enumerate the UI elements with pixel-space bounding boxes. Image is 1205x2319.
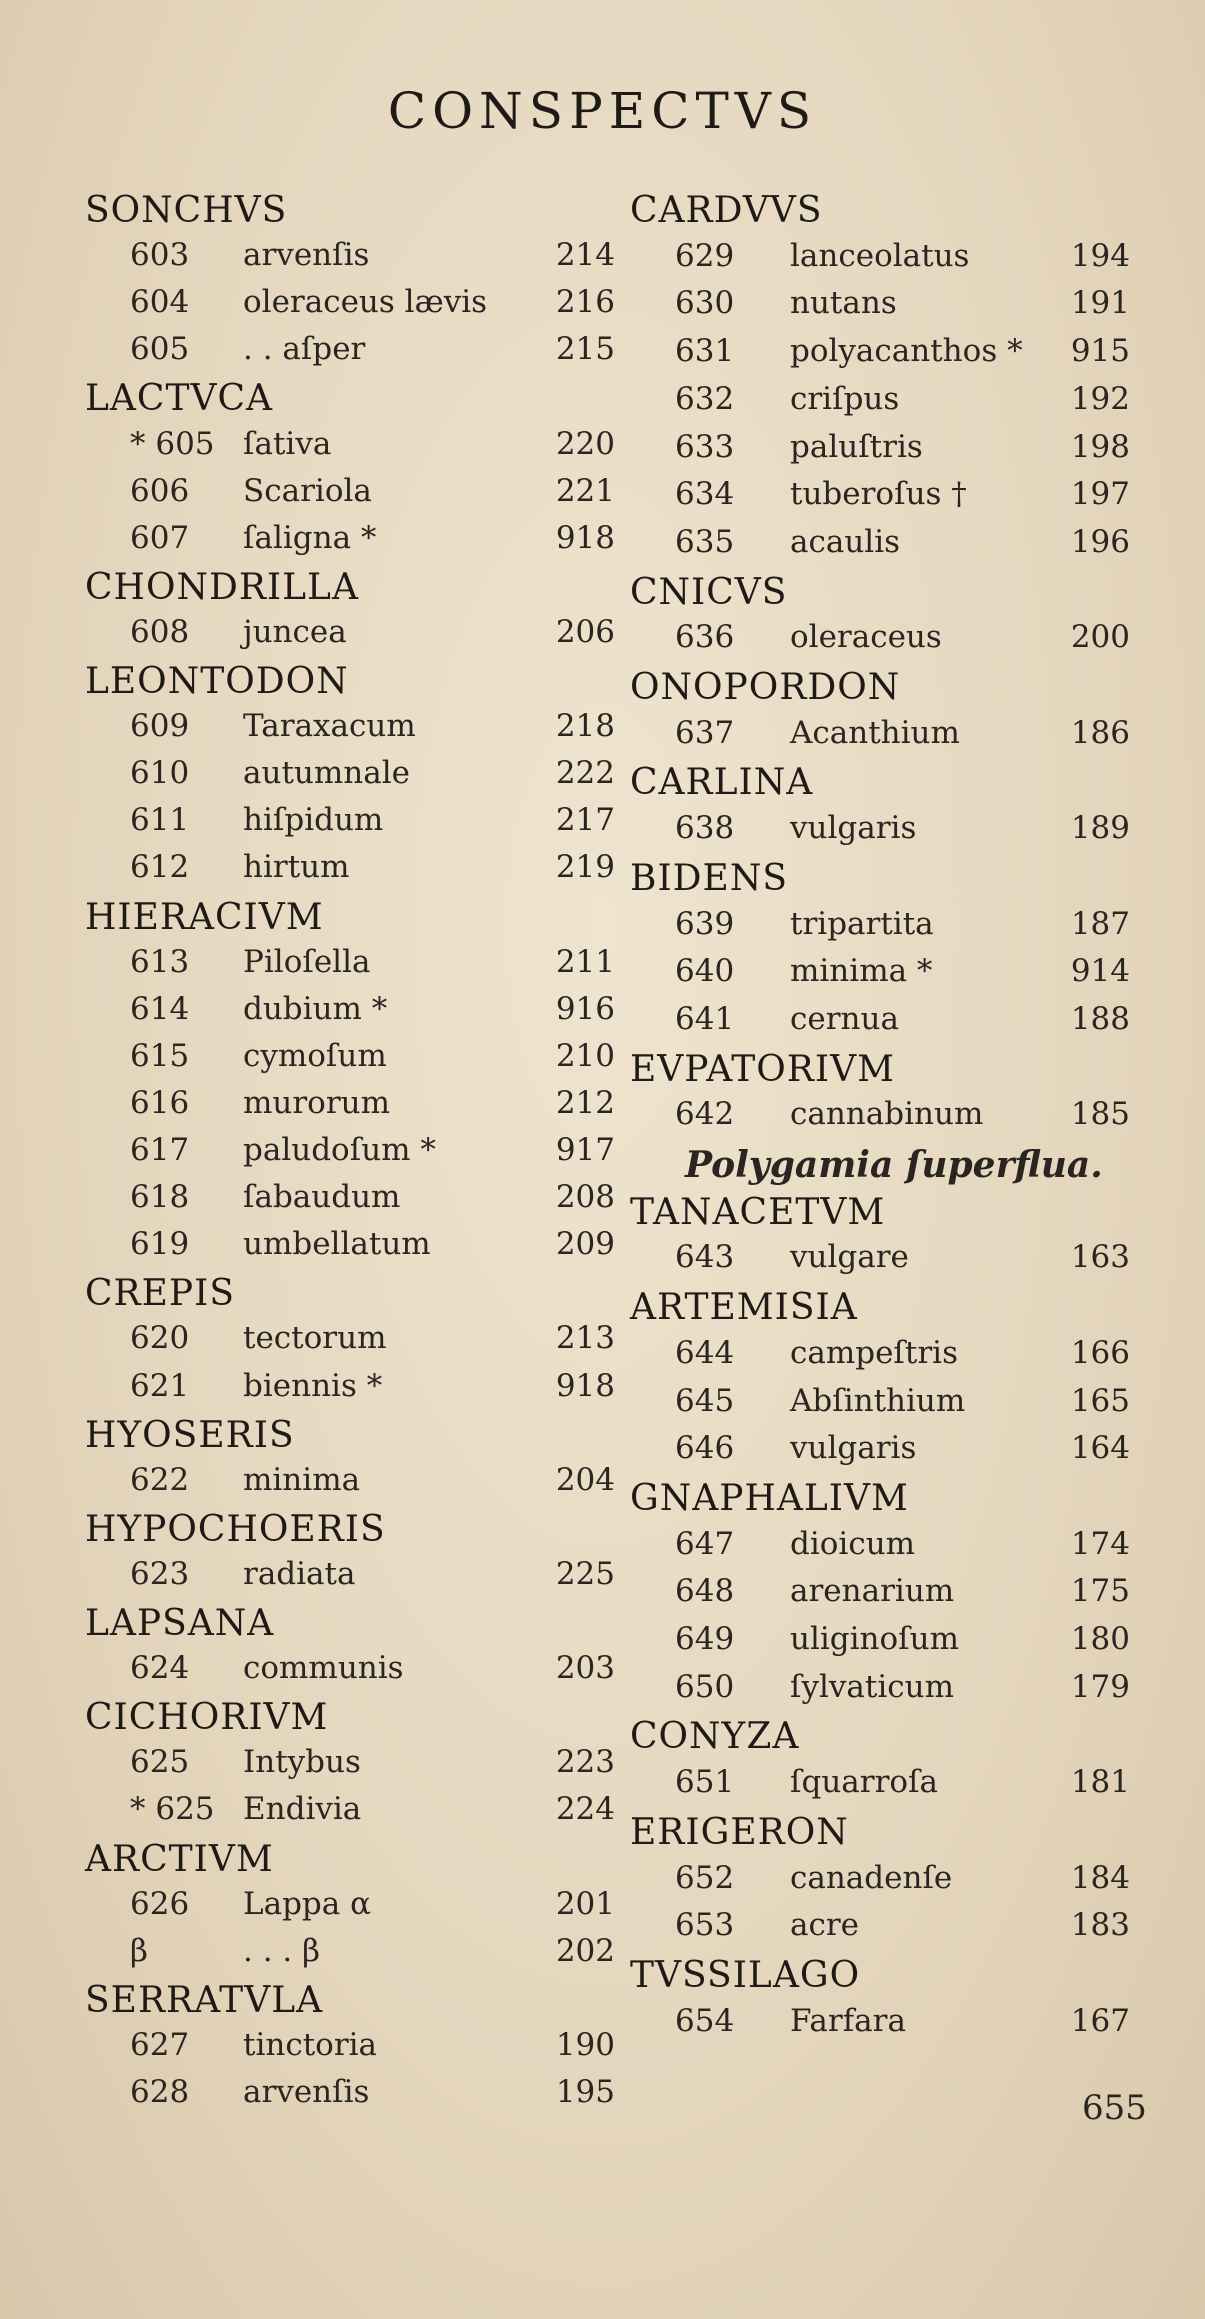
genus-heading (85, 897, 615, 943)
genus-name: HYOSERIS (85, 1414, 295, 1456)
species-row (630, 1096, 1130, 1142)
species-number: * 605 (130, 425, 215, 462)
species-number: 642 (675, 1096, 735, 1133)
species-number: 607 (130, 519, 190, 556)
page-number: 215 (555, 331, 615, 368)
species-number: 637 (675, 714, 735, 751)
species-name: cannabinum (790, 1096, 984, 1133)
species-row (85, 991, 615, 1037)
species-number: 628 (130, 2074, 190, 2110)
catchword: 655 (1082, 2088, 1147, 2128)
genus-heading (630, 1049, 1130, 1095)
species-name: tripartita (790, 905, 934, 942)
genus-name: EVPATORIVM (630, 1048, 895, 1090)
species-number: 645 (675, 1382, 735, 1419)
page-number: 184 (1070, 1859, 1130, 1896)
page-number: 188 (1070, 1000, 1130, 1037)
page-number: 917 (555, 1132, 615, 1168)
page-number: 218 (555, 708, 615, 745)
species-name: . . . β (243, 1932, 321, 1969)
species-number: 605 (130, 331, 190, 368)
species-name: tectorum (243, 1320, 387, 1357)
species-row (85, 849, 615, 895)
species-row (630, 1383, 1130, 1429)
species-name: dubium * (243, 990, 388, 1027)
genus-name: ARTEMISIA (630, 1287, 858, 1329)
species-name: murorum (243, 1084, 391, 1121)
species-row (85, 944, 615, 990)
genus-name: ERIGERON (630, 1811, 849, 1853)
genus-name: BIDENS (630, 857, 788, 899)
genus-name: TVSSILAGO (630, 1954, 861, 1996)
page-number: 192 (1070, 380, 1130, 417)
species-number: 620 (130, 1320, 190, 1357)
page-number: 164 (1070, 1430, 1130, 1467)
genus-name: CARDVVS (630, 190, 823, 231)
species-name: ſquarroſa (790, 1764, 939, 1801)
genus-heading (85, 1603, 615, 1649)
genus-heading (85, 378, 615, 424)
page-number: 204 (555, 1461, 615, 1498)
genus-name: CHONDRILLA (85, 566, 359, 608)
species-name: arvenſis (243, 237, 370, 274)
species-name: juncea (243, 613, 347, 650)
genus-name: LEONTODON (85, 661, 349, 702)
species-number: * 625 (130, 1791, 215, 1828)
species-row (630, 524, 1130, 570)
genus-heading (630, 1192, 1130, 1238)
species-name: hirtum (243, 849, 350, 886)
genus-heading (630, 1955, 1130, 2001)
species-row (85, 708, 615, 754)
page-number: 187 (1070, 905, 1130, 942)
species-row (85, 237, 615, 283)
genus-heading (630, 1812, 1130, 1858)
species-number: 629 (675, 237, 735, 274)
species-row (85, 2074, 615, 2120)
page-number: 185 (1070, 1096, 1130, 1133)
species-number: 623 (130, 1555, 190, 1592)
genus-name: LAPSANA (85, 1603, 275, 1644)
species-number: β (130, 1932, 148, 1969)
genus-name: CONYZA (630, 1716, 800, 1758)
page-number: 195 (555, 2074, 615, 2110)
species-row (630, 810, 1130, 856)
species-number: 648 (675, 1573, 735, 1610)
page-number: 196 (1070, 523, 1130, 560)
species-name: uliginoſum (790, 1621, 960, 1657)
section-name: Polygamia ſuperflua. (685, 1144, 1103, 1186)
species-name: Taraxacum (243, 708, 416, 745)
species-number: 636 (675, 619, 735, 656)
species-name: radiata (243, 1555, 356, 1592)
species-number: 638 (675, 810, 735, 847)
page-number: 190 (555, 2026, 615, 2063)
page-number: 225 (555, 1555, 615, 1592)
species-row (630, 1573, 1130, 1619)
species-row (85, 426, 615, 472)
page-number: 214 (555, 237, 615, 274)
genus-heading (85, 661, 615, 707)
species-name: Endivia (243, 1791, 362, 1828)
page-number: 914 (1070, 953, 1130, 990)
genus-heading (630, 190, 1130, 236)
species-name: tinctoria (243, 2026, 378, 2063)
species-row (630, 1860, 1130, 1906)
page-number: 186 (1070, 714, 1130, 751)
species-number: 606 (130, 472, 190, 509)
genus-name: CICHORIVM (85, 1697, 329, 1739)
species-name: campeſtris (790, 1334, 959, 1371)
page-number: 181 (1070, 1764, 1130, 1801)
page-number: 221 (555, 472, 615, 509)
species-name: arvenſis (243, 2074, 370, 2110)
species-number: 611 (130, 802, 190, 839)
species-number: 651 (675, 1764, 735, 1801)
species-name: vulgaris (790, 810, 917, 847)
page-number: 206 (555, 613, 615, 650)
species-row (630, 2003, 1130, 2049)
species-name: lanceolatus (790, 237, 970, 274)
species-name: oleraceus lævis (243, 284, 488, 321)
page-number: 191 (1070, 285, 1130, 322)
species-row (85, 284, 615, 330)
page-number: 167 (1070, 2002, 1130, 2039)
page-number: 165 (1070, 1382, 1130, 1419)
page-number: 210 (555, 1037, 615, 1074)
species-number: 639 (675, 905, 735, 942)
page-number: 163 (1070, 1239, 1130, 1276)
species-name: umbellatum (243, 1226, 431, 1263)
page-number: 166 (1070, 1334, 1130, 1371)
species-number: 603 (130, 237, 190, 274)
species-number: 618 (130, 1179, 190, 1216)
species-number: 646 (675, 1430, 735, 1467)
species-number: 613 (130, 943, 190, 980)
species-name: Acanthium (790, 714, 960, 751)
species-name: Scariola (243, 472, 372, 509)
species-name: tuberoſus † (790, 476, 967, 513)
species-row (85, 1462, 615, 1508)
page-number: 213 (555, 1320, 615, 1357)
species-row (85, 1226, 615, 1272)
species-name: polyacanthos * (790, 333, 1023, 370)
species-row (630, 476, 1130, 522)
species-row (630, 333, 1130, 379)
species-number: 650 (675, 1668, 735, 1705)
genus-name: ARCTIVM (85, 1838, 274, 1880)
species-name: minima * (790, 953, 933, 990)
species-name: acaulis (790, 523, 901, 560)
species-row (630, 619, 1130, 665)
species-number: 612 (130, 849, 190, 886)
species-row (85, 1650, 615, 1696)
species-row (630, 1907, 1130, 1953)
genus-name: ONOPORDON (630, 667, 901, 708)
species-name: Abſinthium (790, 1382, 966, 1419)
page-number: 179 (1070, 1668, 1130, 1705)
genus-heading (630, 858, 1130, 904)
genus-heading (85, 1415, 615, 1461)
species-row (85, 2027, 615, 2073)
species-name: autumnale (243, 755, 410, 792)
page-number: 216 (555, 284, 615, 321)
genus-heading (630, 1287, 1130, 1333)
species-row (630, 1430, 1130, 1476)
genus-heading (85, 1697, 615, 1743)
species-number: 609 (130, 708, 190, 745)
page-number: 222 (555, 755, 615, 792)
genus-heading (85, 1839, 615, 1885)
genus-heading (630, 762, 1130, 808)
genus-heading (85, 567, 615, 613)
species-number: 630 (675, 285, 735, 322)
species-number: 608 (130, 613, 190, 650)
page-number: 220 (555, 425, 615, 462)
species-row (85, 614, 615, 660)
species-row (85, 331, 615, 377)
species-name: Farfara (790, 2002, 906, 2039)
page-number: 203 (555, 1650, 615, 1687)
species-name: biennis * (243, 1367, 383, 1404)
species-row (630, 1526, 1130, 1572)
genus-name: GNAPHALIVM (630, 1477, 909, 1519)
species-name: communis (243, 1650, 404, 1687)
species-number: 617 (130, 1132, 190, 1168)
species-name: canadenſe (790, 1859, 953, 1896)
species-row (85, 755, 615, 801)
page-number: 915 (1070, 333, 1130, 370)
species-name: Lappa α (243, 1885, 372, 1922)
page-number: 174 (1070, 1525, 1130, 1562)
species-number: 624 (130, 1650, 190, 1687)
genus-heading (85, 190, 615, 236)
species-name: paludoſum * (243, 1132, 436, 1168)
species-name: ſativa (243, 425, 332, 462)
species-row (630, 285, 1130, 331)
page-number: 198 (1070, 428, 1130, 465)
species-name: dioicum (790, 1525, 916, 1562)
species-name: oleraceus (790, 619, 942, 656)
page-number: 217 (555, 802, 615, 839)
page-number: 916 (555, 990, 615, 1027)
species-number: 604 (130, 284, 190, 321)
page-number: 219 (555, 849, 615, 886)
genus-heading (85, 1509, 615, 1555)
species-number: 644 (675, 1334, 735, 1371)
page-number: 200 (1070, 619, 1130, 656)
section-heading (630, 1144, 1130, 1190)
species-number: 627 (130, 2026, 190, 2063)
species-row (85, 1886, 615, 1932)
genus-heading (630, 667, 1130, 713)
page-number: 918 (555, 1367, 615, 1404)
species-name: acre (790, 1907, 860, 1944)
page-number: 202 (555, 1932, 615, 1969)
species-number: 631 (675, 333, 735, 370)
species-number: 626 (130, 1885, 190, 1922)
species-number: 614 (130, 990, 190, 1027)
species-row (630, 715, 1130, 761)
species-number: 632 (675, 380, 735, 417)
species-number: 649 (675, 1621, 735, 1657)
species-name: vulgaris (790, 1430, 917, 1467)
species-name: . . aſper (243, 331, 366, 368)
species-row (85, 1085, 615, 1131)
species-row (630, 238, 1130, 284)
species-row (630, 953, 1130, 999)
page-number: 189 (1070, 810, 1130, 847)
page-number: 224 (555, 1791, 615, 1828)
species-name: ſabaudum (243, 1179, 401, 1216)
species-row (630, 1621, 1130, 1667)
genus-name: TANACETVM (630, 1191, 886, 1233)
species-row (630, 1239, 1130, 1285)
species-row (85, 1791, 615, 1837)
genus-heading (630, 572, 1130, 618)
species-name: ſaligna * (243, 519, 377, 556)
genus-heading (85, 1273, 615, 1319)
species-row (630, 1669, 1130, 1715)
species-row (85, 802, 615, 848)
species-row (630, 906, 1130, 952)
species-row (85, 1132, 615, 1178)
species-name: cymoſum (243, 1037, 387, 1074)
genus-name: CREPIS (85, 1273, 236, 1315)
genus-name: HIERACIVM (85, 896, 324, 938)
species-name: ſylvaticum (790, 1668, 954, 1705)
page-number: 183 (1070, 1907, 1130, 1944)
page-number: 175 (1070, 1573, 1130, 1610)
page-number: 223 (555, 1744, 615, 1781)
species-number: 615 (130, 1037, 190, 1074)
genus-heading (85, 1980, 615, 2026)
species-number: 643 (675, 1239, 735, 1276)
species-number: 621 (130, 1367, 190, 1404)
page-number: 201 (555, 1885, 615, 1922)
page-number: 211 (555, 943, 615, 980)
genus-name: LACTVCA (85, 378, 274, 420)
species-number: 625 (130, 1744, 190, 1781)
genus-name: SONCHVS (85, 190, 288, 231)
species-number: 635 (675, 523, 735, 560)
species-number: 610 (130, 755, 190, 792)
species-row (630, 381, 1130, 427)
species-number: 652 (675, 1859, 735, 1896)
species-row (630, 1001, 1130, 1047)
genus-heading (630, 1478, 1130, 1524)
genus-name: CARLINA (630, 762, 814, 804)
species-row (85, 1556, 615, 1602)
species-number: 647 (675, 1525, 735, 1562)
species-name: hiſpidum (243, 802, 384, 839)
genus-name: CNICVS (630, 571, 788, 613)
species-name: Piloſella (243, 943, 371, 980)
page-number: 208 (555, 1179, 615, 1216)
page-number: 180 (1070, 1621, 1130, 1657)
species-row (85, 1744, 615, 1790)
species-row (85, 1933, 615, 1979)
page-number: 209 (555, 1226, 615, 1263)
species-row (630, 1764, 1130, 1810)
page-number: 918 (555, 519, 615, 556)
species-row (85, 1368, 615, 1414)
species-row (85, 1320, 615, 1366)
species-number: 616 (130, 1084, 190, 1121)
species-name: paluſtris (790, 428, 923, 465)
page-number: 194 (1070, 237, 1130, 274)
page-number: 212 (555, 1084, 615, 1121)
species-number: 619 (130, 1226, 190, 1263)
species-number: 640 (675, 953, 735, 990)
species-name: nutans (790, 285, 897, 322)
page-title: CONSPECTVS (387, 82, 818, 140)
species-row (85, 1179, 615, 1225)
species-row (85, 1038, 615, 1084)
species-name: minima (243, 1461, 361, 1498)
species-name: criſpus (790, 380, 900, 417)
genus-heading (630, 1716, 1130, 1762)
species-row (85, 520, 615, 566)
species-name: Intybus (243, 1744, 361, 1781)
species-number: 633 (675, 428, 735, 465)
species-number: 641 (675, 1000, 735, 1037)
page-number: 197 (1070, 476, 1130, 513)
species-number: 634 (675, 476, 735, 513)
species-row (630, 429, 1130, 475)
species-number: 653 (675, 1907, 735, 1944)
genus-name: HYPOCHOERIS (85, 1508, 386, 1550)
species-name: arenarium (790, 1573, 955, 1610)
species-number: 622 (130, 1461, 190, 1498)
species-number: 654 (675, 2002, 735, 2039)
species-name: vulgare (790, 1239, 909, 1276)
genus-name: SERRATVLA (85, 1979, 324, 2021)
species-name: cernua (790, 1000, 899, 1037)
species-row (85, 473, 615, 519)
species-row (630, 1335, 1130, 1381)
